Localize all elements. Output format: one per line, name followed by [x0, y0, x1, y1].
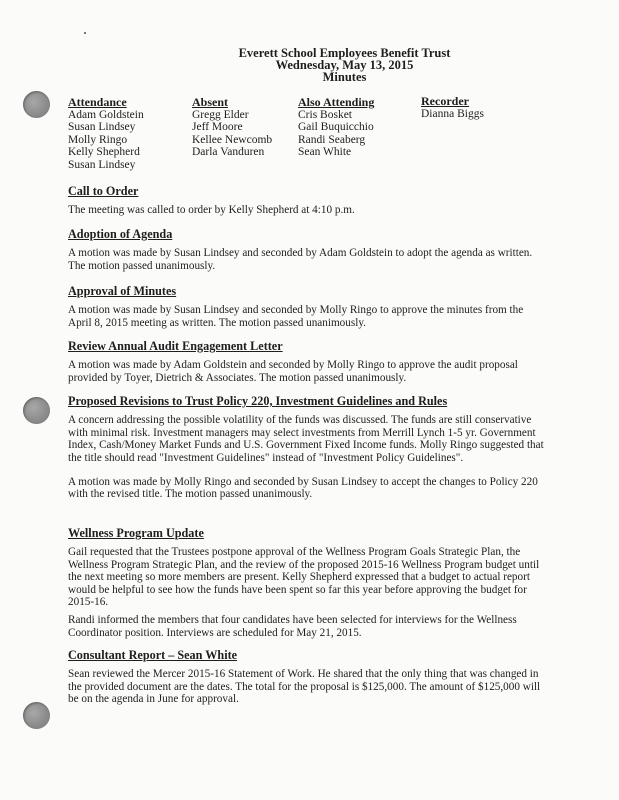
meeting-date: Wednesday, May 13, 2015	[275, 58, 414, 72]
scan-speck	[84, 32, 86, 34]
also-attending-name: Cris Bosket	[298, 108, 352, 121]
section-heading: Consultant Report – Sean White	[68, 648, 238, 662]
absent-name: Jeff Moore	[192, 121, 243, 134]
section-heading: Adoption of Agenda	[68, 227, 173, 241]
section-paragraph: A concern addressing the possible volatility of the funds was discussed. The funds are still conservative with minimal risk. Investment managers may select investments from Merrill Lynch 1-5 yr. Government Index, Cash/Money Market Funds and U.S. Government Fixed Income funds. Molly Ringo suggested that the title should read "Investment Guidelines" instead of "Investment Policy Guidelines".	[68, 414, 544, 464]
attendance-heading: Attendance	[68, 95, 127, 109]
section-consultant-report	[68, 649, 548, 712]
attendance-column	[68, 96, 144, 172]
section-paragraph: The meeting was called to order by Kelly Shepherd at 4:10 p.m.	[68, 204, 355, 217]
section-paragraph: Randi informed the members that four candidates have been selected for interviews for the Wellness Coordinator position. Interviews are scheduled for May 21, 2015.	[68, 614, 517, 639]
attendee-name: Kelly Shepherd	[68, 146, 140, 159]
section-heading: Call to Order	[68, 184, 139, 198]
section-paragraph: A motion was made by Susan Lindsey and seconded by Adam Goldstein to adopt the agenda as written. The motion passed unanimously.	[68, 247, 533, 272]
section-approval-of-minutes	[68, 285, 548, 335]
section-audit-engagement	[68, 340, 548, 390]
also-attending-heading: Also Attending	[298, 95, 375, 109]
section-paragraph: Gail requested that the Trustees postpone approval of the Wellness Program Goals Strategic Plan, the Wellness Program Strategic Plan, and the review of the proposed 2015-16 Wellness Program budget until the next meeting so more members are present. Kelly Shepherd expressed that a budget to actual report would be helpful to see how the funds have been spent so far this year before approving the budget for 2015-16.	[68, 546, 540, 609]
recorder-column	[421, 95, 484, 120]
attendee-name: Susan Lindsey	[68, 158, 136, 171]
attendee-name: Molly Ringo	[68, 133, 128, 146]
section-paragraph: A motion was made by Adam Goldstein and seconded by Molly Ringo to approve the audit proposal provided by Toyer, Dietrich & Associates. The motion passed unanimously.	[68, 359, 518, 384]
attendee-name: Adam Goldstein	[68, 108, 144, 121]
absent-name: Gregg Elder	[192, 108, 249, 121]
also-attending-name: Gail Buquicchio	[298, 121, 374, 134]
also-attending-name: Randi Seaberg	[298, 133, 366, 146]
absent-name: Darla Vanduren	[192, 146, 265, 159]
section-paragraph: A motion was made by Molly Ringo and seconded by Susan Lindsey to accept the changes to Policy 220 with the revised title. The motion passed unanimously.	[68, 476, 538, 501]
document-header	[0, 47, 619, 83]
recorder-name: Dianna Biggs	[421, 107, 484, 120]
hole-punch-top	[23, 91, 50, 118]
section-paragraph: Sean reviewed the Mercer 2015-16 Statement of Work. He shared that the only thing that was changed in the provided document are the dates. The total for the proposal is $125,000. The amount of $125,000 will be on the agenda in June for approval.	[68, 668, 541, 706]
absent-column	[192, 96, 272, 159]
also-attending-column	[298, 96, 374, 159]
also-attending-name: Sean White	[298, 146, 352, 159]
section-call-to-order	[68, 185, 548, 223]
minutes-label: Minutes	[322, 70, 367, 84]
section-policy-220	[68, 395, 548, 507]
section-heading: Review Annual Audit Engagement Letter	[68, 339, 283, 353]
section-heading: Wellness Program Update	[68, 526, 204, 540]
section-wellness-program	[68, 527, 548, 645]
recorder-heading: Recorder	[421, 94, 469, 108]
section-heading: Approval of Minutes	[68, 284, 177, 298]
hole-punch-middle	[23, 397, 50, 424]
trust-title: Everett School Employees Benefit Trust	[238, 46, 451, 60]
absent-name: Kellee Newcomb	[192, 133, 273, 146]
section-paragraph: A motion was made by Susan Lindsey and seconded by Molly Ringo to approve the minutes from the April 8, 2015 meeting as written. The motion passed unanimously.	[68, 304, 524, 329]
absent-heading: Absent	[192, 95, 229, 109]
section-heading: Proposed Revisions to Trust Policy 220, Investment Guidelines and Rules	[68, 394, 448, 408]
section-adoption-of-agenda	[68, 228, 548, 278]
attendee-name: Susan Lindsey	[68, 121, 136, 134]
hole-punch-bottom	[23, 702, 50, 729]
